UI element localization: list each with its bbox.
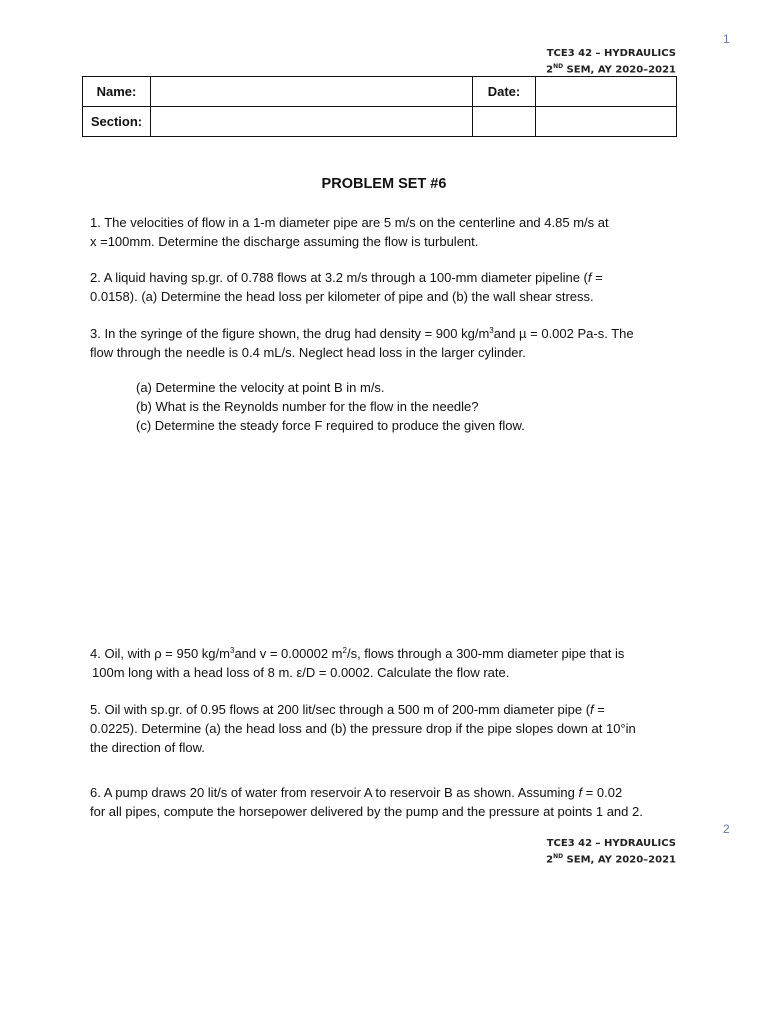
course-header — [546, 47, 676, 76]
problem-6: 6. A pump draws 20 lit/s of water from reservoir A to reservoir B as shown. Assuming f = 0.02 for all pipes, compute the horsepower delivered by the pump and the pressure at points 1 and 2. — [90, 785, 643, 819]
problem-1: 1. The velocities of flow in a 1-m diameter pipe are 5 m/s on the centerline and 4.85 m/s at x =100mm. Determine the discharge assuming the flow is turbulent. — [90, 215, 609, 249]
page-number: 1 — [723, 32, 730, 46]
course-header — [546, 837, 676, 866]
problem-3-subparts — [136, 378, 676, 435]
semester-line: 2ND SEM, AY 2020–2021 — [546, 63, 676, 76]
problem-2: 2. A liquid having sp.gr. of 0.788 flows at 3.2 m/s through a 100-mm diameter pipeline (f = 0.0158). (a) Determine the head loss per kilometer of pipe and (b) the wall shear stress. — [90, 270, 603, 304]
date-field[interactable] — [536, 77, 677, 107]
name-label: Name: — [83, 77, 151, 107]
page-title: PROBLEM SET #6 — [321, 176, 447, 192]
problem-3: 3. In the syringe of the figure shown, the drug had density = 900 $kg/m^3and$ µ = 0.002 Pa-s. The flow through the needle is 0.4 mL/s. Neglect head loss in the larger cylinder. — [90, 326, 634, 360]
subpart-c: (c) Determine the steady force F required to produce the given flow. — [136, 418, 525, 433]
subpart-b: (b) What is the Reynolds number for the flow in the needle? — [136, 399, 479, 414]
subpart-a: (a) Determine the velocity at point B in m/s. — [136, 380, 385, 395]
problem-4: 4. Oil, with ρ = 950 $kg/m^3and$ v = 0.00002 $m^2/s$, flows through a 300-mm diameter pipe that is 100m long with a head loss of 8 m. ε/D = 0.0002. Calculate the flow rate. — [90, 646, 625, 680]
empty-cell — [536, 107, 677, 137]
course-title: TCE3 42 – HYDRAULICS — [546, 838, 676, 849]
semester-line: 2ND SEM, AY 2020–2021 — [546, 853, 676, 866]
date-label: Date: — [473, 77, 536, 107]
empty-cell — [473, 107, 536, 137]
problem-5: 5. Oil with sp.gr. of 0.95 flows at 200 lit/sec through a 500 m of 200-mm diameter pipe (f = 0.0225). Determine (a) the head loss and (b) the pressure drop if the pipe slopes down at 10°in the direction of flow. — [90, 702, 636, 755]
name-field[interactable] — [151, 77, 473, 107]
student-info-table — [82, 76, 677, 137]
page-number: 2 — [723, 822, 730, 836]
course-title: TCE3 42 – HYDRAULICS — [546, 48, 676, 59]
section-field[interactable] — [151, 107, 473, 137]
section-label: Section: — [83, 107, 151, 137]
